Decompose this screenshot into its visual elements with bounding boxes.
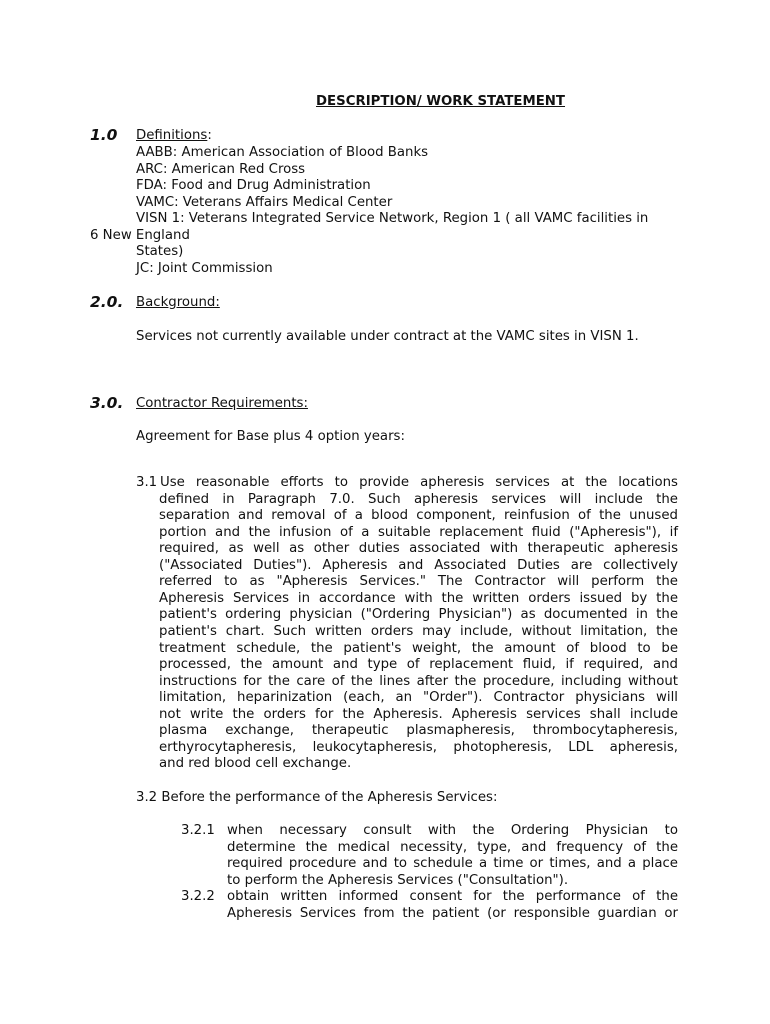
definition-fda: FDA: Food and Drug Administration: [136, 178, 371, 193]
p321-line: to perform the Apheresis Services ("Consultation").: [227, 872, 569, 888]
p321-line: required procedure and to schedule a time or times, and a place: [227, 856, 678, 872]
section-3-heading: Contractor Requirements:: [136, 396, 308, 411]
document-title: DESCRIPTION/ WORK STATEMENT: [316, 94, 566, 109]
p31-line: erthyrocytapheresis, leukocytapheresis, photopheresis, LDL apheresis,: [159, 739, 678, 755]
definition-arc: ARC: American Red Cross: [136, 162, 306, 177]
p321-line: determine the medical necessity, type, and frequency of the: [227, 839, 678, 855]
section-3-number: 3.0.: [90, 394, 124, 412]
p31-line: separation and removal of a blood component, reinfusion of the unused: [159, 508, 678, 524]
section-1-number: 1.0: [90, 126, 118, 144]
p31-line: processed, the amount and type of replacement fluid, if required, and: [159, 657, 678, 673]
p31-line: defined in Paragraph 7.0. Such apheresis services will include the: [159, 491, 678, 507]
p31-line: instructions for the care of the lines after the procedure, including without: [159, 673, 678, 689]
section-1-heading-line: [136, 128, 212, 145]
p322-line: obtain written informed consent for the performance of the: [227, 889, 678, 904]
p31-line: Use reasonable efforts to provide apheresis services at the locations: [160, 475, 678, 490]
p31-line: ("Associated Duties"). Apheresis and Associated Duties are collectively: [159, 557, 678, 573]
definition-jc: JC: Joint Commission: [136, 261, 273, 276]
p31-line: Apheresis Services in accordance with the written orders issued by the: [159, 590, 678, 606]
section-1-heading: Definitions: [136, 128, 208, 143]
p321-line: when necessary consult with the Ordering Physician to: [227, 823, 678, 838]
definition-visn1-cont: 6 New England: [90, 228, 190, 243]
section-2-body: Services not currently available under contract at the VAMC sites in VISN 1.: [136, 329, 639, 344]
definition-visn1: VISN 1: Veterans Integrated Service Network, Region 1 ( all VAMC facilities in: [136, 211, 649, 226]
definition-vamc: VAMC: Veterans Affairs Medical Center: [136, 195, 393, 210]
p31-line: portion and the infusion of a suitable replacement fluid ("Apheresis"), if: [159, 524, 678, 540]
p322-line: Apheresis Services from the patient (or responsible guardian or: [227, 905, 678, 921]
definition-visn1-cont2: States): [136, 244, 184, 259]
section-2-heading: Background:: [136, 295, 220, 310]
p31-line: and red blood cell exchange.: [159, 756, 352, 772]
section-1-heading-colon: :: [207, 128, 212, 143]
paragraph-3-2-1-number: 3.2.1: [181, 823, 215, 838]
paragraph-3-2: 3.2 Before the performance of the Apheresis Services:: [136, 790, 498, 805]
section-2-number: 2.0.: [90, 293, 124, 311]
p31-line: patient's ordering physician ("Ordering Physician") as documented in the: [159, 607, 678, 623]
paragraph-3-2-2-number: 3.2.2: [181, 889, 215, 904]
definition-aabb: AABB: American Association of Blood Banks: [136, 145, 429, 160]
p31-line: plasma exchange, therapeutic plasmapheresis, thrombocytapheresis,: [159, 723, 678, 739]
p31-line: referred to as "Apheresis Services." The Contractor will perform the: [159, 574, 678, 590]
p31-line: not write the orders for the Apheresis. Apheresis services shall include: [159, 706, 678, 722]
p31-line: patient's chart. Such written orders may include, without limitation, the: [159, 623, 678, 639]
paragraph-3-1-number: 3.1: [136, 475, 158, 490]
section-3-intro: Agreement for Base plus 4 option years:: [136, 429, 405, 444]
p31-line: required, as well as other duties associated with therapeutic apheresis: [159, 541, 678, 557]
p31-line: limitation, heparinization (each, an "Order"). Contractor physicians will: [159, 690, 678, 706]
p31-line: treatment schedule, the patient's weight, the amount of blood to be: [159, 640, 678, 656]
